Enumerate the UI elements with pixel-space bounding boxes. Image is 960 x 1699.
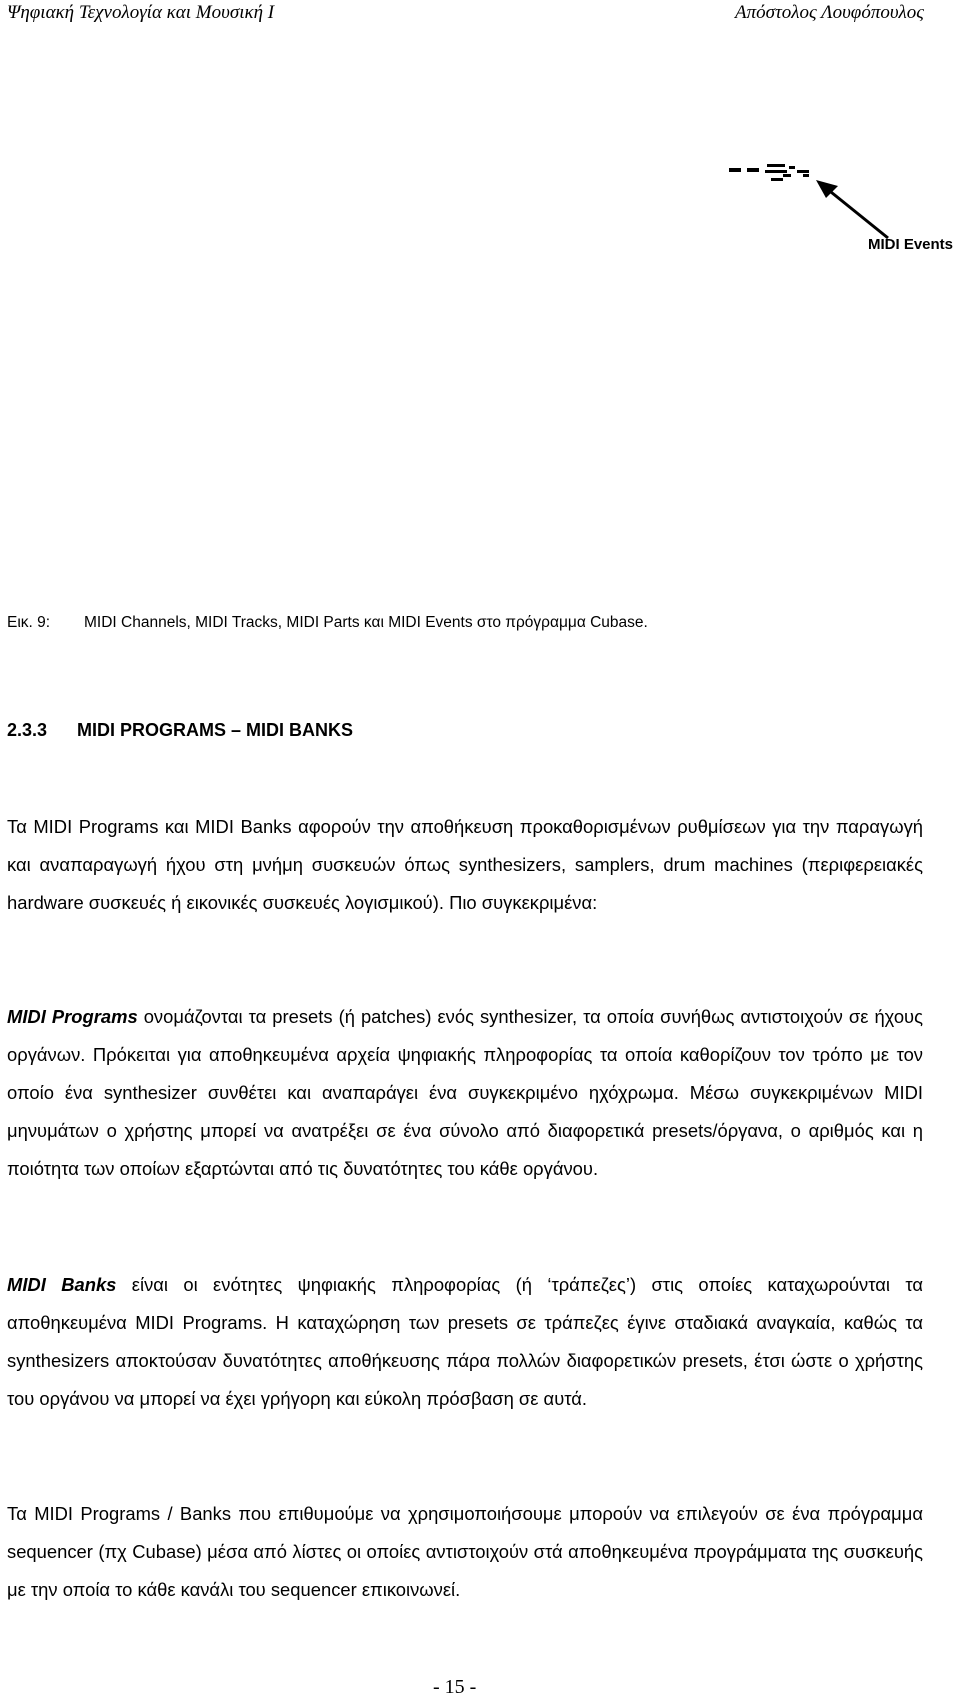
paragraph: Τα MIDI Programs και MIDI Banks αφορούν την αποθήκευση προκαθορισμένων ρυθμίσεων για την παραγωγή και αναπαραγωγή ήχου στη μνήμη συσκευών όπως synthesizers, samplers, drum machines (περιφερειακές hardware συσκευές ή εικονικές συσκευές λογισμικού). Πιο συγκεκριμένα: (7, 816, 923, 914)
paragraph (7, 998, 923, 1188)
section-heading (7, 720, 353, 741)
figure-caption (7, 614, 648, 632)
page-number: - 15 - (433, 1676, 477, 1698)
event-mark (767, 164, 785, 167)
header-author: Απόστολος Λουφόπουλος (734, 2, 924, 23)
paragraph-text: είναι οι ενότητες ψηφιακής πληροφορίας (ή ‘τράπεζες’) στις οποίες καταχωρούνται τα αποθηκευμένα MIDI Programs. Η καταχώρηση των presets σε τράπεζες έγινε σταδιακά αναγκαία, καθώς τα synthesizers αποκτούσαν δυνατότητες αποθήκευσης πάρα πολλών διαφορετικών presets, έτσι ώστε ο χρήστης του οργάνου να μπορεί να έχει γρήγορη και εύκολη πρόσβαση σε αυτά. (7, 1274, 923, 1410)
event-mark (797, 170, 809, 173)
paragraph (7, 1266, 923, 1418)
caption-text: MIDI Channels, MIDI Tracks, MIDI Parts και MIDI Events στο πρόγραμμα Cubase. (84, 614, 648, 631)
midi-events-label: MIDI Events (868, 236, 954, 253)
event-mark (803, 174, 809, 177)
caption-number: Εικ. 9: (7, 614, 51, 631)
paragraph: Τα MIDI Programs / Banks που επιθυμούμε να χρησιμοποιήσουμε μπορούν να επιλεγούν σε ένα πρόγραμμα sequencer (πχ Cubase) μέσα από λίστες οι οποίες αντιστοιχούν στά αποθηκευμένα προγράμματα της συσκευής με την οποία το κάθε κανάλι του sequencer επικοινωνεί. (7, 1503, 923, 1601)
section-number: 2.3.3 (7, 720, 48, 740)
term-midi-banks: MIDI Banks (7, 1274, 117, 1296)
event-mark (729, 168, 741, 172)
page-header (0, 0, 960, 28)
event-mark (789, 166, 795, 169)
arrow-icon (812, 176, 892, 241)
section-title: MIDI PROGRAMS – MIDI BANKS (77, 720, 354, 740)
term-midi-programs: MIDI Programs (7, 1006, 138, 1028)
paragraph-text: ονομάζονται τα presets (ή patches) ενός synthesizer, τα οποία συνήθως αντιστοιχούν σε ήχους οργάνων. Πρόκειται για αποθηκευμένα αρχεία ψηφιακής πληροφορίας τα οποία καθορίζουν τον τρόπο με τον οποίο ένα synthesizer συνθέτει και αναπαράγει ένα συγκεκριμένο ηχόχρωμα. Μέσω συγκεκριμένων MIDI μηνυμάτων ο χρήστης μπορεί να ανατρέξει σε ένα σύνολο από διαφορετικά presets/όργανα, ο αριθμός και η ποιότητα των οποίων εξαρτώνται από τις δυνατότητες του κάθε οργάνου. (7, 1006, 923, 1180)
event-mark (765, 170, 787, 173)
event-mark (747, 168, 759, 172)
header-title: Ψηφιακή Τεχνολογία και Μουσική Ι (7, 2, 275, 23)
event-mark (783, 174, 791, 177)
event-mark (771, 178, 783, 181)
